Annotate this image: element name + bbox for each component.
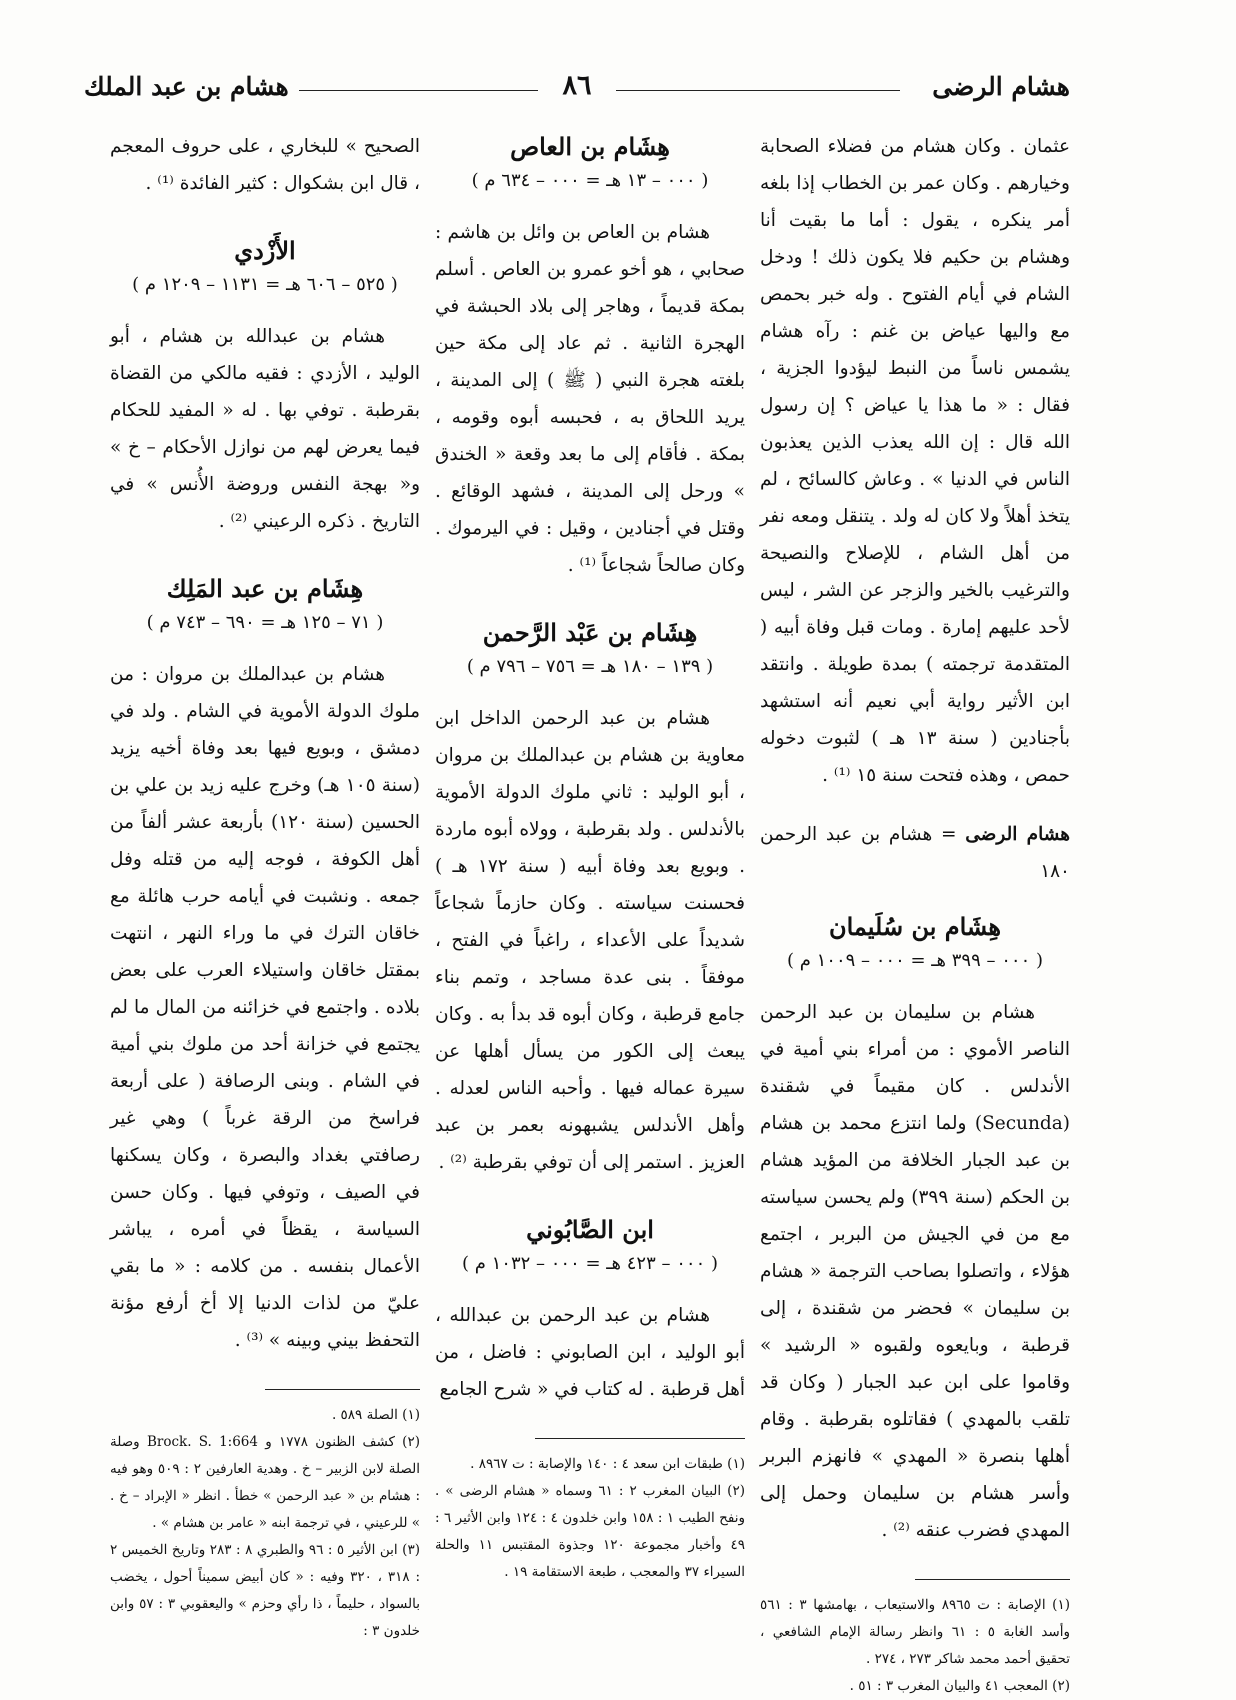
entry-dates: ( ٠٠٠ – ٤٢٣ هـ = ٠٠٠ – ١٠٣٢ م ) xyxy=(461,1253,718,1274)
header-right-title: هشام الرضى xyxy=(932,72,1070,101)
continued-entry-text: الصحيح » للبخاري ، على حروف المعجم ، قال ابن بشكوال : كثير الفائدة ⁽¹⁾ . xyxy=(110,136,420,194)
page-number: ٨٦ xyxy=(552,70,601,101)
entry-title: الأَزْدي xyxy=(234,236,296,265)
header-left-title: هشام بن عبد الملك xyxy=(84,72,289,101)
column-left xyxy=(110,128,420,1639)
footnote: (١) طبقات ابن سعد ٤ : ١٤٠ والإصابة : ت ٨٩٦٧ . xyxy=(470,1456,745,1472)
footnote-rule xyxy=(915,1579,1070,1580)
entry-text: هشام بن عبد الرحمن بن عبدالله ، أبو الوليد ، ابن الصابوني : فاضل ، من أهل قرطبة . له كتاب في « شرح الجامع xyxy=(435,1305,745,1400)
entry-dates: ( ٠٠٠ – ١٣ هـ = ٠٠٠ – ٦٣٤ م ) xyxy=(471,170,709,191)
column-middle xyxy=(435,128,745,1608)
footnote: (٣) ابن الأثير ٥ : ٩٦ والطبري ٨ : ٢٨٣ وتاريخ الخميس ٢ : ٣١٨ ، ٣٢٠ وفيه : « كان أبيض سميناً أحول ، يخضب بالسواد ، حليماً ، ذا رأي وحزم » واليعقوبي ٣ : ٥٧ وابن خلدون ٣ : xyxy=(110,1542,420,1639)
entry-title: هِشَام بن العاص xyxy=(510,132,670,161)
cross-reference xyxy=(760,816,1070,890)
entry-text: هشام بن عبدالله بن هشام ، أبو الوليد ، الأزدي : فقيه مالكي من القضاة بقرطبة . توفي بها . له « المفيد للحكام فيما يعرض لهم من نوازل الأحكام – خ » و« بهجة النفس وروضة الأُنس » في التاريخ . ذكره الرعيني ⁽²⁾ . xyxy=(110,326,420,532)
entry-title: هِشَام بن عَبْد الرَّحمن xyxy=(482,618,698,647)
entry-text: هشام بن عبدالملك بن مروان : من ملوك الدولة الأموية في الشام . ولد في دمشق ، وبويع فيها بعد وفاة أخيه يزيد (سنة ١٠٥ هـ) وخرج عليه زيد بن علي بن الحسين (سنة ١٢٠) بأربعة عشر ألفاً من أهل الكوفة ، فوجه إليه من قتله وفل جمعه . ونشبت في أيامه حرب هائلة مع خاقان الترك في ما وراء النهر ، انتهت بمقتل خاقان واستيلاء العرب على بعض بلاده . واجتمع في خزائنه من المال ما لم يجتمع في خزانة أحد من ملوك بني أمية في الشام . وبنى الرصافة ( على أربعة فراسخ من الرقة غرباً ) وهي غير رصافتي بغداد والبصرة ، وكان يسكنها في الصيف ، وتوفي فيها . وكان حسن السياسة ، يقظاً في أمره ، يباشر الأعمال بنفسه . من كلامه : « ما بقي عليّ من لذات الدنيا إلا أخ أرفع مؤنة التحفظ بيني وبينه » ⁽³⁾ . xyxy=(110,664,420,1351)
footnote: (١) الإصابة : ت ٨٩٦٥ والاستيعاب ، بهامشها ٣ : ٥٦١ وأسد الغابة ٥ : ٦١ وانظر رسالة الإمام الشافعي ، تحقيق أحمد محمد شاكر ٢٧٣ ، ٢٧٤ . xyxy=(760,1597,1070,1667)
entry-text: هشام بن عبد الرحمن الداخل ابن معاوية بن هشام بن عبدالملك بن مروان ، أبو الوليد : ثاني ملوك الدولة الأموية بالأندلس . ولد بقرطبة ، وولاه أبوه ماردة . وبويع بعد وفاة أبيه ( سنة ١٧٢ هـ ) فحسنت سياسته . وكان حازماً شجاعاً شديداً على الأعداء ، راغباً في الفتح ، موفقاً . بنى عدة مساجد ، وتمم بناء جامع قرطبة ، وكان أبوه قد بدأ به . وكان يبعث إلى الكور من يسأل أهلها عن سيرة عماله فيها . وأحبه الناس لعدله . وأهل الأندلس يشبهونه بعمر بن عبد العزيز . استمر إلى أن توفي بقرطبة ⁽²⁾ . xyxy=(435,708,745,1173)
entry-title: هِشَام بن سُلَيمان xyxy=(828,912,1001,941)
footnote: (٢) المعجب ٤١ والبيان المغرب ٣ : ٥١ . xyxy=(849,1678,1070,1694)
running-header xyxy=(84,70,1070,110)
xref-target: = هشام بن عبد الرحمن ١٨٠ xyxy=(760,824,1070,882)
entry-text: هشام بن العاص بن وائل بن هاشم : صحابي ، هو أخو عمرو بن العاص . أسلم بمكة قديماً ، وهاجر إلى بلاد الحبشة في الهجرة الثانية . ثم عاد إلى مكة حين بلغته هجرة النبي ( ﷺ ) إلى المدينة ، يريد اللحاق به ، فحبسه أبوه وقومه ، بمكة . فأقام إلى ما بعد وقعة « الخندق » ورحل إلى المدينة ، فشهد الوقائع . وقتل في أجنادين ، وقيل : في اليرموك . وكان صالحاً شجاعاً ⁽¹⁾ . xyxy=(435,222,745,576)
header-rule-left xyxy=(299,90,538,91)
entry-title: ابن الصَّابُوني xyxy=(526,1215,654,1244)
footnote: (١) الصلة ٥٨٩ . xyxy=(331,1407,420,1423)
footnote: (٢) كشف الظنون ١٧٧٨ و Brock. S. 1:664 وصلة الصلة لابن الزبير – خ . وهدية العارفين ٢ : ٥٠٩ وهو فيه : هشام بن « عبد الرحمن » خطأ . انظر « الإبراد – خ . » للرعيني ، في ترجمة ابنه « عامر بن هشام » . xyxy=(110,1434,420,1531)
continued-entry-text: عثمان . وكان هشام من فضلاء الصحابة وخيارهم . وكان عمر بن الخطاب إذا بلغه أمر ينكره ، يقول : أما ما بقيت أنا وهشام بن حكيم فلا يكون ذلك ! ودخل الشام في أيام الفتوح . وله خبر بحمص مع واليها عياض بن غنم : رآه هشام يشمس ناساً من النبط ليؤدوا الجزية ، فقال : « ما هذا يا عياض ؟ إن رسول الله قال : إن الله يعذب الذين يعذبون الناس في الدنيا » . وعاش كالسائح ، لم يتخذ أهلاً ولا كان له ولد . يتنقل ومعه نفر من أهل الشام ، للإصلاح والنصيحة والترغيب بالخير والزجر عن الشر ، ليس لأحد عليهم إمارة . ومات قبل وفاة أبيه ( المتقدمة ترجمته ) بمدة طويلة . وانتقد ابن الأثير رواية أبي نعيم أنه استشهد بأجنادين ( سنة ١٣ هـ ) لثبوت دخوله حمص ، وهذه فتحت سنة ١٥ ⁽¹⁾ . xyxy=(760,136,1070,786)
entry-text: هشام بن سليمان بن عبد الرحمن الناصر الأموي : من أمراء بني أمية في الأندلس . كان مقيماً في شقندة (Secunda) ولما انتزع محمد بن هشام بن عبد الجبار الخلافة من المؤيد هشام بن الحكم (سنة ٣٩٩) ولم يحسن سياسته مع من في الجيش من البربر ، اجتمع هؤلاء ، واتصلوا بصاحب الترجمة « هشام بن سليمان » فحضر من شقندة ، إلى قرطبة ، وبايعوه ولقبوه « الرشيد » وقاموا على ابن عبد الجبار ( وكان قد تلقب بالمهدي ) فقاتلوه بقرطبة . وقام أهلها بنصرة « المهدي » فانهزم البربر وأسر هشام بن سليمان وحمل إلى المهدي فضرب عنقه ⁽²⁾ . xyxy=(760,1002,1070,1541)
entry-title: هِشَام بن عبد المَلِك xyxy=(166,574,364,603)
entry-dates: ( ٥٢٥ – ٦٠٦ هـ = ١١٣١ – ١٢٠٩ م ) xyxy=(132,274,398,295)
entry-dates: ( ٧١ – ١٢٥ هـ = ٦٩٠ – ٧٤٣ م ) xyxy=(146,612,384,633)
header-rule-right xyxy=(616,90,900,91)
entry-dates: ( ١٣٩ – ١٨٠ هـ = ٧٥٦ – ٧٩٦ م ) xyxy=(466,656,714,677)
entry-dates: ( ٠٠٠ – ٣٩٩ هـ = ٠٠٠ – ١٠٠٩ م ) xyxy=(786,950,1043,971)
column-right xyxy=(760,128,1070,1694)
footnote-rule xyxy=(265,1389,420,1390)
footnote-rule xyxy=(535,1438,745,1439)
xref-name: هشام الرضى xyxy=(965,824,1070,845)
footnote: (٢) البيان المغرب ٢ : ٦١ وسماه « هشام الرضى » . ونفح الطيب ١ : ١٥٨ وابن خلدون ٤ : ١٢٤ وابن الأثير ٦ : ٤٩ وأخبار مجموعة ١٢٠ وجذوة المقتبس ١١ والحلة السيراء ٣٧ والمعجب ، طبعة الاستقامة ١٩ . xyxy=(435,1483,746,1580)
